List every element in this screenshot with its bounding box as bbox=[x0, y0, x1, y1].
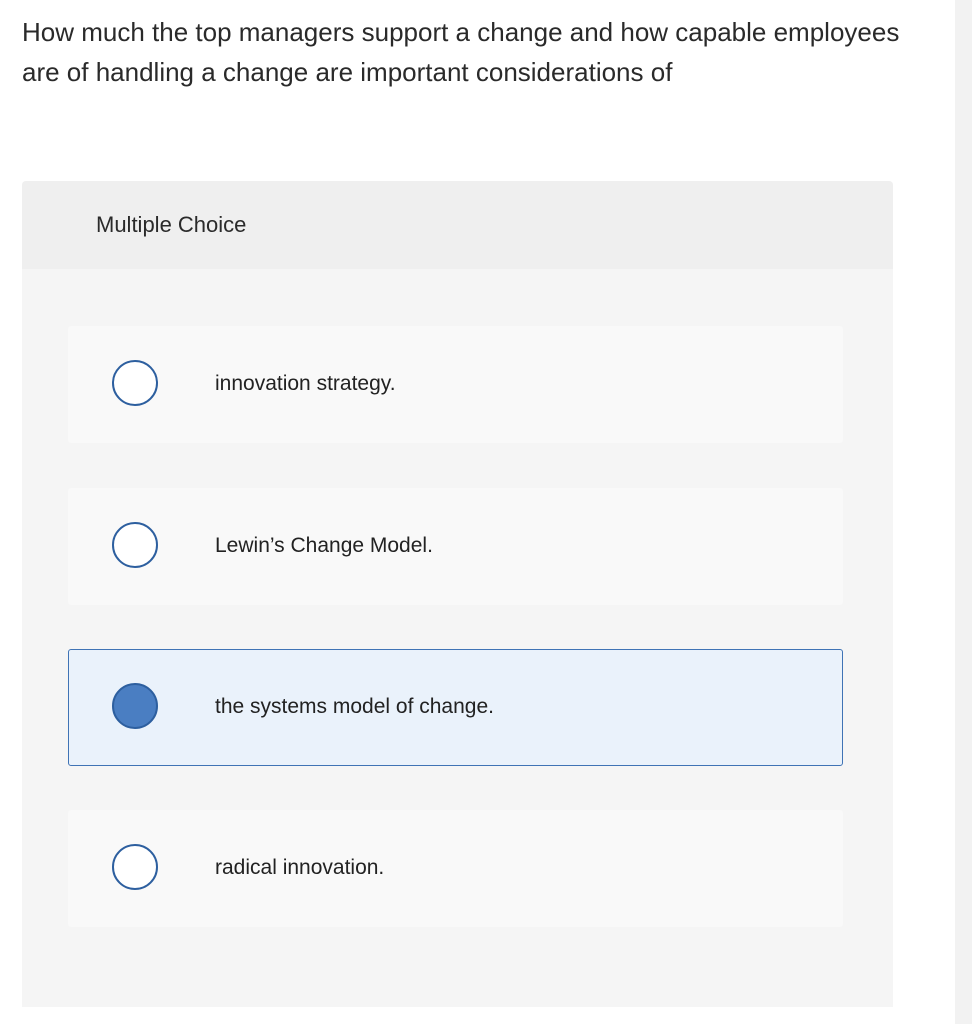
panel-header bbox=[22, 181, 893, 269]
question-text: How much the top managers support a change and how capable employees are of handling a change are important considerations of bbox=[22, 17, 900, 87]
radio-button-icon[interactable] bbox=[112, 360, 158, 406]
question-panel bbox=[22, 181, 893, 1007]
answer-option-label: Lewin’s Change Model. bbox=[215, 534, 433, 557]
answer-option-label: innovation strategy. bbox=[215, 372, 396, 395]
radio-button-icon[interactable] bbox=[112, 844, 158, 890]
page-right-gutter bbox=[955, 0, 972, 1024]
answer-option-3[interactable] bbox=[68, 649, 843, 766]
answer-option-4[interactable] bbox=[68, 810, 843, 927]
radio-button-selected-icon[interactable] bbox=[112, 683, 158, 729]
answer-option-2[interactable] bbox=[68, 488, 843, 605]
answer-option-label: radical innovation. bbox=[215, 856, 385, 879]
answer-option-1[interactable] bbox=[68, 326, 843, 443]
question-type-title: Multiple Choice bbox=[96, 212, 247, 237]
answer-option-label: the systems model of change. bbox=[215, 695, 494, 718]
radio-button-icon[interactable] bbox=[112, 522, 158, 568]
